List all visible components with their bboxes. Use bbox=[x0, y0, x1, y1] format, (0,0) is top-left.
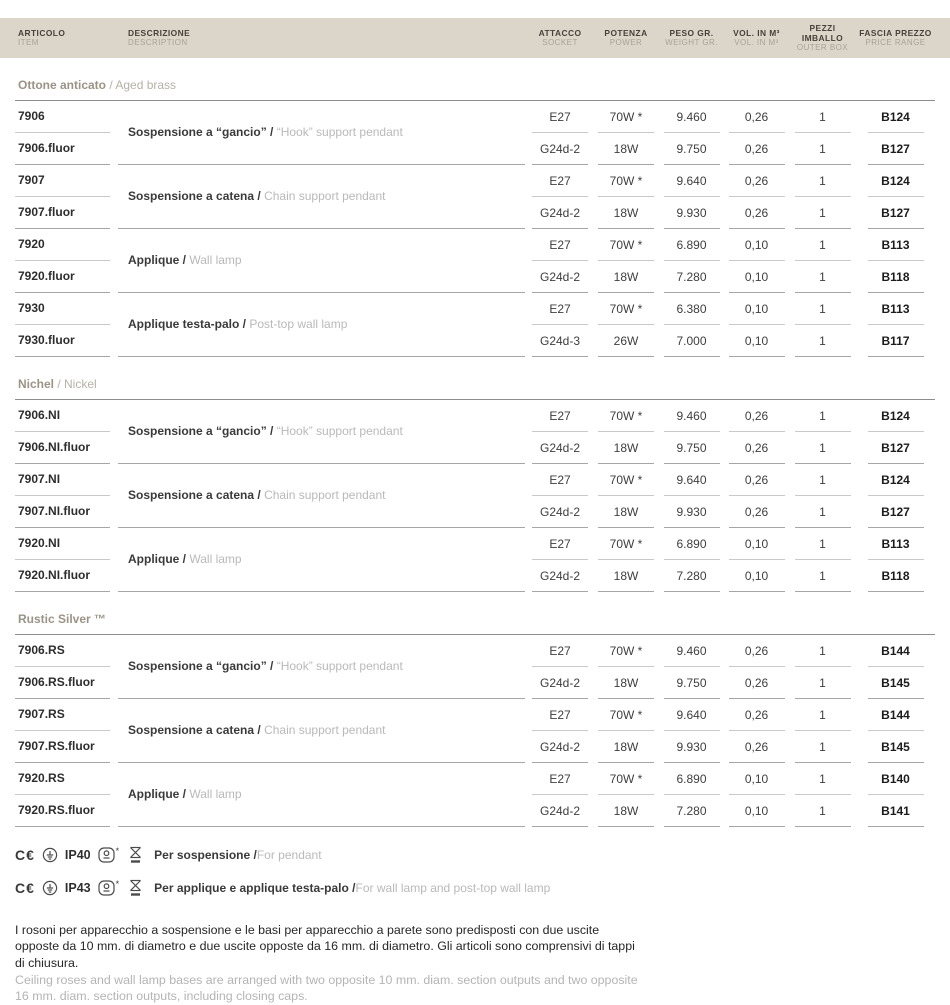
price-value: B127 bbox=[856, 496, 935, 528]
ce-mark-icon: C€ bbox=[15, 847, 35, 864]
article-code: 7906.RS.fluor bbox=[15, 667, 110, 699]
pieces-value: 1 bbox=[789, 165, 856, 197]
power-value: 18W bbox=[593, 261, 659, 293]
ce-mark-icon: C€ bbox=[15, 880, 35, 897]
power-value: 70W * bbox=[593, 400, 659, 432]
ip-rating: IP43 bbox=[64, 881, 91, 896]
product-description bbox=[118, 293, 525, 357]
product-description bbox=[118, 635, 525, 699]
pieces-value: 1 bbox=[789, 325, 856, 357]
article-code: 7906.NI.fluor bbox=[15, 432, 110, 464]
product-group bbox=[15, 293, 935, 357]
product-group bbox=[15, 528, 935, 592]
product-group bbox=[15, 165, 935, 229]
article-code: 7920 bbox=[15, 229, 110, 261]
socket-value: G24d-2 bbox=[527, 795, 593, 827]
column-header-articolo: ARTICOLO ITEM bbox=[18, 28, 66, 48]
article-code: 7920.RS bbox=[15, 763, 110, 795]
certification-row-wall-lamp bbox=[15, 872, 935, 905]
column-header-fascia-prezzo: FASCIA PREZZO PRICE RANGE bbox=[859, 28, 932, 48]
description-english: Chain support pendant bbox=[264, 723, 386, 738]
power-value: 70W * bbox=[593, 763, 659, 795]
description-italian: Applique / bbox=[128, 552, 190, 567]
description-english: Chain support pendant bbox=[264, 189, 386, 204]
weight-value: 9.750 bbox=[659, 432, 724, 464]
volume-value: 0,10 bbox=[724, 795, 789, 827]
weight-value: 9.930 bbox=[659, 731, 724, 763]
class1-earth-icon bbox=[42, 847, 58, 863]
power-value: 18W bbox=[593, 496, 659, 528]
socket-value: G24d-3 bbox=[527, 325, 593, 357]
price-value: B118 bbox=[856, 560, 935, 592]
pieces-value: 1 bbox=[789, 261, 856, 293]
certification-row-pendant bbox=[15, 839, 935, 872]
section-title-primary: Rustic Silver ™ bbox=[18, 611, 107, 626]
article-code: 7906.fluor bbox=[15, 133, 110, 165]
product-description bbox=[118, 528, 525, 592]
price-value: B124 bbox=[856, 165, 935, 197]
product-description bbox=[118, 165, 525, 229]
pieces-value: 1 bbox=[789, 795, 856, 827]
footnote-english: Ceiling roses and wall lamp bases are arranged with two opposite 10 mm. diam. section outputs and two opposite 16 mm. diam. section outputs, including closing caps. bbox=[15, 972, 638, 1004]
weight-value: 6.380 bbox=[659, 293, 724, 325]
weight-value: 9.750 bbox=[659, 133, 724, 165]
price-value: B113 bbox=[856, 229, 935, 261]
price-value: B117 bbox=[856, 325, 935, 357]
description-italian: Applique testa-palo / bbox=[128, 317, 250, 332]
footnote bbox=[15, 922, 645, 1005]
description-italian: Sospensione a “gancio” / bbox=[128, 659, 277, 674]
description-italian: Sospensione a catena / bbox=[128, 488, 265, 503]
volume-value: 0,10 bbox=[724, 528, 789, 560]
description-english: Post-top wall lamp bbox=[249, 317, 348, 332]
product-group bbox=[15, 464, 935, 528]
volume-value: 0,10 bbox=[724, 229, 789, 261]
product-group bbox=[15, 699, 935, 763]
weight-value: 9.640 bbox=[659, 699, 724, 731]
pieces-value: 1 bbox=[789, 101, 856, 133]
pieces-value: 1 bbox=[789, 667, 856, 699]
cert-text-english: For wall lamp and post-top wall lamp bbox=[355, 881, 551, 896]
price-value: B113 bbox=[856, 293, 935, 325]
socket-value: E27 bbox=[527, 635, 593, 667]
article-code: 7930 bbox=[15, 293, 110, 325]
volume-value: 0,26 bbox=[724, 101, 789, 133]
weight-value: 9.460 bbox=[659, 101, 724, 133]
pieces-value: 1 bbox=[789, 133, 856, 165]
socket-value: G24d-2 bbox=[527, 133, 593, 165]
weight-value: 7.280 bbox=[659, 795, 724, 827]
product-group bbox=[15, 101, 935, 165]
socket-value: E27 bbox=[527, 528, 593, 560]
catalog-table bbox=[15, 71, 935, 827]
enclosure-icon bbox=[98, 847, 120, 863]
weight-value: 6.890 bbox=[659, 528, 724, 560]
weight-value: 9.460 bbox=[659, 635, 724, 667]
catalog-page bbox=[0, 18, 950, 1005]
socket-value: E27 bbox=[527, 400, 593, 432]
socket-value: E27 bbox=[527, 293, 593, 325]
description-english: Wall lamp bbox=[189, 787, 242, 802]
min-distance-icon bbox=[128, 846, 143, 864]
product-description bbox=[118, 101, 525, 165]
price-value: B145 bbox=[856, 731, 935, 763]
socket-value: E27 bbox=[527, 464, 593, 496]
socket-value: G24d-2 bbox=[527, 731, 593, 763]
volume-value: 0,26 bbox=[724, 496, 789, 528]
certifications bbox=[15, 839, 935, 905]
volume-value: 0,26 bbox=[724, 635, 789, 667]
price-value: B124 bbox=[856, 400, 935, 432]
weight-value: 7.000 bbox=[659, 325, 724, 357]
volume-value: 0,26 bbox=[724, 731, 789, 763]
column-header-volume: VOL. IN M³ VOL. IN M³ bbox=[733, 28, 780, 48]
pieces-value: 1 bbox=[789, 229, 856, 261]
weight-value: 9.640 bbox=[659, 165, 724, 197]
volume-value: 0,26 bbox=[724, 699, 789, 731]
description-italian: Applique / bbox=[128, 253, 190, 268]
pieces-value: 1 bbox=[789, 699, 856, 731]
pieces-value: 1 bbox=[789, 528, 856, 560]
weight-value: 9.460 bbox=[659, 400, 724, 432]
power-value: 26W bbox=[593, 325, 659, 357]
pieces-value: 1 bbox=[789, 432, 856, 464]
section-title bbox=[15, 370, 935, 400]
article-code: 7907.RS bbox=[15, 699, 110, 731]
power-value: 18W bbox=[593, 133, 659, 165]
article-code: 7906 bbox=[15, 101, 110, 133]
weight-value: 9.930 bbox=[659, 197, 724, 229]
article-code: 7907.fluor bbox=[15, 197, 110, 229]
socket-value: G24d-2 bbox=[527, 197, 593, 229]
socket-value: G24d-2 bbox=[527, 667, 593, 699]
price-value: B113 bbox=[856, 528, 935, 560]
section-title-secondary: / Aged brass bbox=[106, 77, 177, 92]
price-value: B144 bbox=[856, 635, 935, 667]
weight-value: 6.890 bbox=[659, 229, 724, 261]
article-code: 7906.RS bbox=[15, 635, 110, 667]
product-description bbox=[118, 400, 525, 464]
article-code: 7907.RS.fluor bbox=[15, 731, 110, 763]
weight-value: 9.640 bbox=[659, 464, 724, 496]
article-code: 7920.NI.fluor bbox=[15, 560, 110, 592]
weight-value: 7.280 bbox=[659, 261, 724, 293]
power-value: 70W * bbox=[593, 101, 659, 133]
column-header-peso: PESO GR. WEIGHT GR. bbox=[665, 28, 718, 48]
socket-value: E27 bbox=[527, 763, 593, 795]
section-title-secondary: / Nickel bbox=[54, 376, 97, 391]
description-english: Chain support pendant bbox=[264, 488, 386, 503]
socket-value: E27 bbox=[527, 165, 593, 197]
volume-value: 0,10 bbox=[724, 560, 789, 592]
product-group bbox=[15, 763, 935, 827]
description-english: Wall lamp bbox=[189, 253, 242, 268]
pieces-value: 1 bbox=[789, 293, 856, 325]
power-value: 70W * bbox=[593, 165, 659, 197]
price-value: B118 bbox=[856, 261, 935, 293]
pieces-value: 1 bbox=[789, 197, 856, 229]
section-title bbox=[15, 605, 935, 635]
price-value: B124 bbox=[856, 101, 935, 133]
power-value: 70W * bbox=[593, 293, 659, 325]
socket-value: E27 bbox=[527, 229, 593, 261]
weight-value: 6.890 bbox=[659, 763, 724, 795]
pieces-value: 1 bbox=[789, 763, 856, 795]
weight-value: 7.280 bbox=[659, 560, 724, 592]
power-value: 18W bbox=[593, 197, 659, 229]
table-header bbox=[0, 18, 950, 58]
description-italian: Sospensione a catena / bbox=[128, 189, 265, 204]
product-description bbox=[118, 699, 525, 763]
socket-value: G24d-2 bbox=[527, 496, 593, 528]
pieces-value: 1 bbox=[789, 400, 856, 432]
article-code: 7930.fluor bbox=[15, 325, 110, 357]
power-value: 70W * bbox=[593, 635, 659, 667]
column-header-potenza: POTENZA POWER bbox=[604, 28, 648, 48]
pieces-value: 1 bbox=[789, 635, 856, 667]
section-title-primary: Nichel bbox=[18, 376, 55, 391]
pieces-value: 1 bbox=[789, 464, 856, 496]
volume-value: 0,26 bbox=[724, 197, 789, 229]
price-value: B140 bbox=[856, 763, 935, 795]
article-code: 7920.fluor bbox=[15, 261, 110, 293]
column-header-attacco: ATTACCO SOCKET bbox=[538, 28, 582, 48]
min-distance-icon bbox=[128, 879, 143, 897]
power-value: 18W bbox=[593, 667, 659, 699]
power-value: 70W * bbox=[593, 464, 659, 496]
power-value: 18W bbox=[593, 560, 659, 592]
product-group bbox=[15, 400, 935, 464]
description-italian: Applique / bbox=[128, 787, 190, 802]
product-description bbox=[118, 763, 525, 827]
asterisk-note: * bbox=[115, 879, 120, 890]
volume-value: 0,10 bbox=[724, 325, 789, 357]
price-value: B124 bbox=[856, 464, 935, 496]
volume-value: 0,26 bbox=[724, 464, 789, 496]
price-value: B127 bbox=[856, 432, 935, 464]
article-code: 7920.NI bbox=[15, 528, 110, 560]
description-english: “Hook” support pendant bbox=[276, 424, 403, 439]
footnote-italian: I rosoni per apparecchio a sospensione e le basi per apparecchio a parete sono predisposti con due uscite opposte da 10 mm. di diametro e due uscite opposte da 16 mm. di diametro. Gli articoli sono comprensivi di tappi di chiusura. bbox=[15, 922, 635, 970]
product-description bbox=[118, 229, 525, 293]
product-description bbox=[118, 464, 525, 528]
price-value: B127 bbox=[856, 133, 935, 165]
description-italian: Sospensione a “gancio” / bbox=[128, 424, 277, 439]
column-header-pezzi: PEZZI IMBALLO OUTER BOX bbox=[796, 23, 849, 53]
enclosure-icon bbox=[98, 880, 120, 896]
cert-text-italian: Per sospensione / bbox=[154, 848, 257, 863]
power-value: 18W bbox=[593, 731, 659, 763]
column-header-descrizione: DESCRIZIONE DESCRIPTION bbox=[128, 28, 191, 48]
volume-value: 0,26 bbox=[724, 165, 789, 197]
asterisk-note: * bbox=[115, 846, 120, 857]
article-code: 7907.NI bbox=[15, 464, 110, 496]
product-group bbox=[15, 229, 935, 293]
pieces-value: 1 bbox=[789, 731, 856, 763]
power-value: 18W bbox=[593, 432, 659, 464]
description-english: “Hook” support pendant bbox=[276, 125, 403, 140]
section-title bbox=[15, 71, 935, 101]
article-code: 7907 bbox=[15, 165, 110, 197]
power-value: 70W * bbox=[593, 229, 659, 261]
pieces-value: 1 bbox=[789, 496, 856, 528]
cert-text-english: For pendant bbox=[256, 848, 322, 863]
price-value: B127 bbox=[856, 197, 935, 229]
description-italian: Sospensione a catena / bbox=[128, 723, 265, 738]
price-value: B141 bbox=[856, 795, 935, 827]
description-english: Wall lamp bbox=[189, 552, 242, 567]
socket-value: G24d-2 bbox=[527, 432, 593, 464]
cert-text-italian: Per applique e applique testa-palo / bbox=[154, 881, 356, 896]
volume-value: 0,10 bbox=[724, 261, 789, 293]
socket-value: E27 bbox=[527, 101, 593, 133]
product-group bbox=[15, 635, 935, 699]
volume-value: 0,26 bbox=[724, 667, 789, 699]
socket-value: G24d-2 bbox=[527, 261, 593, 293]
power-value: 18W bbox=[593, 795, 659, 827]
class1-earth-icon bbox=[42, 880, 58, 896]
article-code: 7906.NI bbox=[15, 400, 110, 432]
power-value: 70W * bbox=[593, 528, 659, 560]
price-value: B145 bbox=[856, 667, 935, 699]
article-code: 7920.RS.fluor bbox=[15, 795, 110, 827]
price-value: B144 bbox=[856, 699, 935, 731]
volume-value: 0,10 bbox=[724, 763, 789, 795]
volume-value: 0,10 bbox=[724, 293, 789, 325]
description-italian: Sospensione a “gancio” / bbox=[128, 125, 277, 140]
power-value: 70W * bbox=[593, 699, 659, 731]
volume-value: 0,26 bbox=[724, 400, 789, 432]
weight-value: 9.930 bbox=[659, 496, 724, 528]
volume-value: 0,26 bbox=[724, 133, 789, 165]
socket-value: E27 bbox=[527, 699, 593, 731]
weight-value: 9.750 bbox=[659, 667, 724, 699]
volume-value: 0,26 bbox=[724, 432, 789, 464]
socket-value: G24d-2 bbox=[527, 560, 593, 592]
pieces-value: 1 bbox=[789, 560, 856, 592]
section-title-primary: Ottone anticato bbox=[18, 77, 107, 92]
article-code: 7907.NI.fluor bbox=[15, 496, 110, 528]
ip-rating: IP40 bbox=[64, 848, 91, 863]
description-english: “Hook” support pendant bbox=[276, 659, 403, 674]
